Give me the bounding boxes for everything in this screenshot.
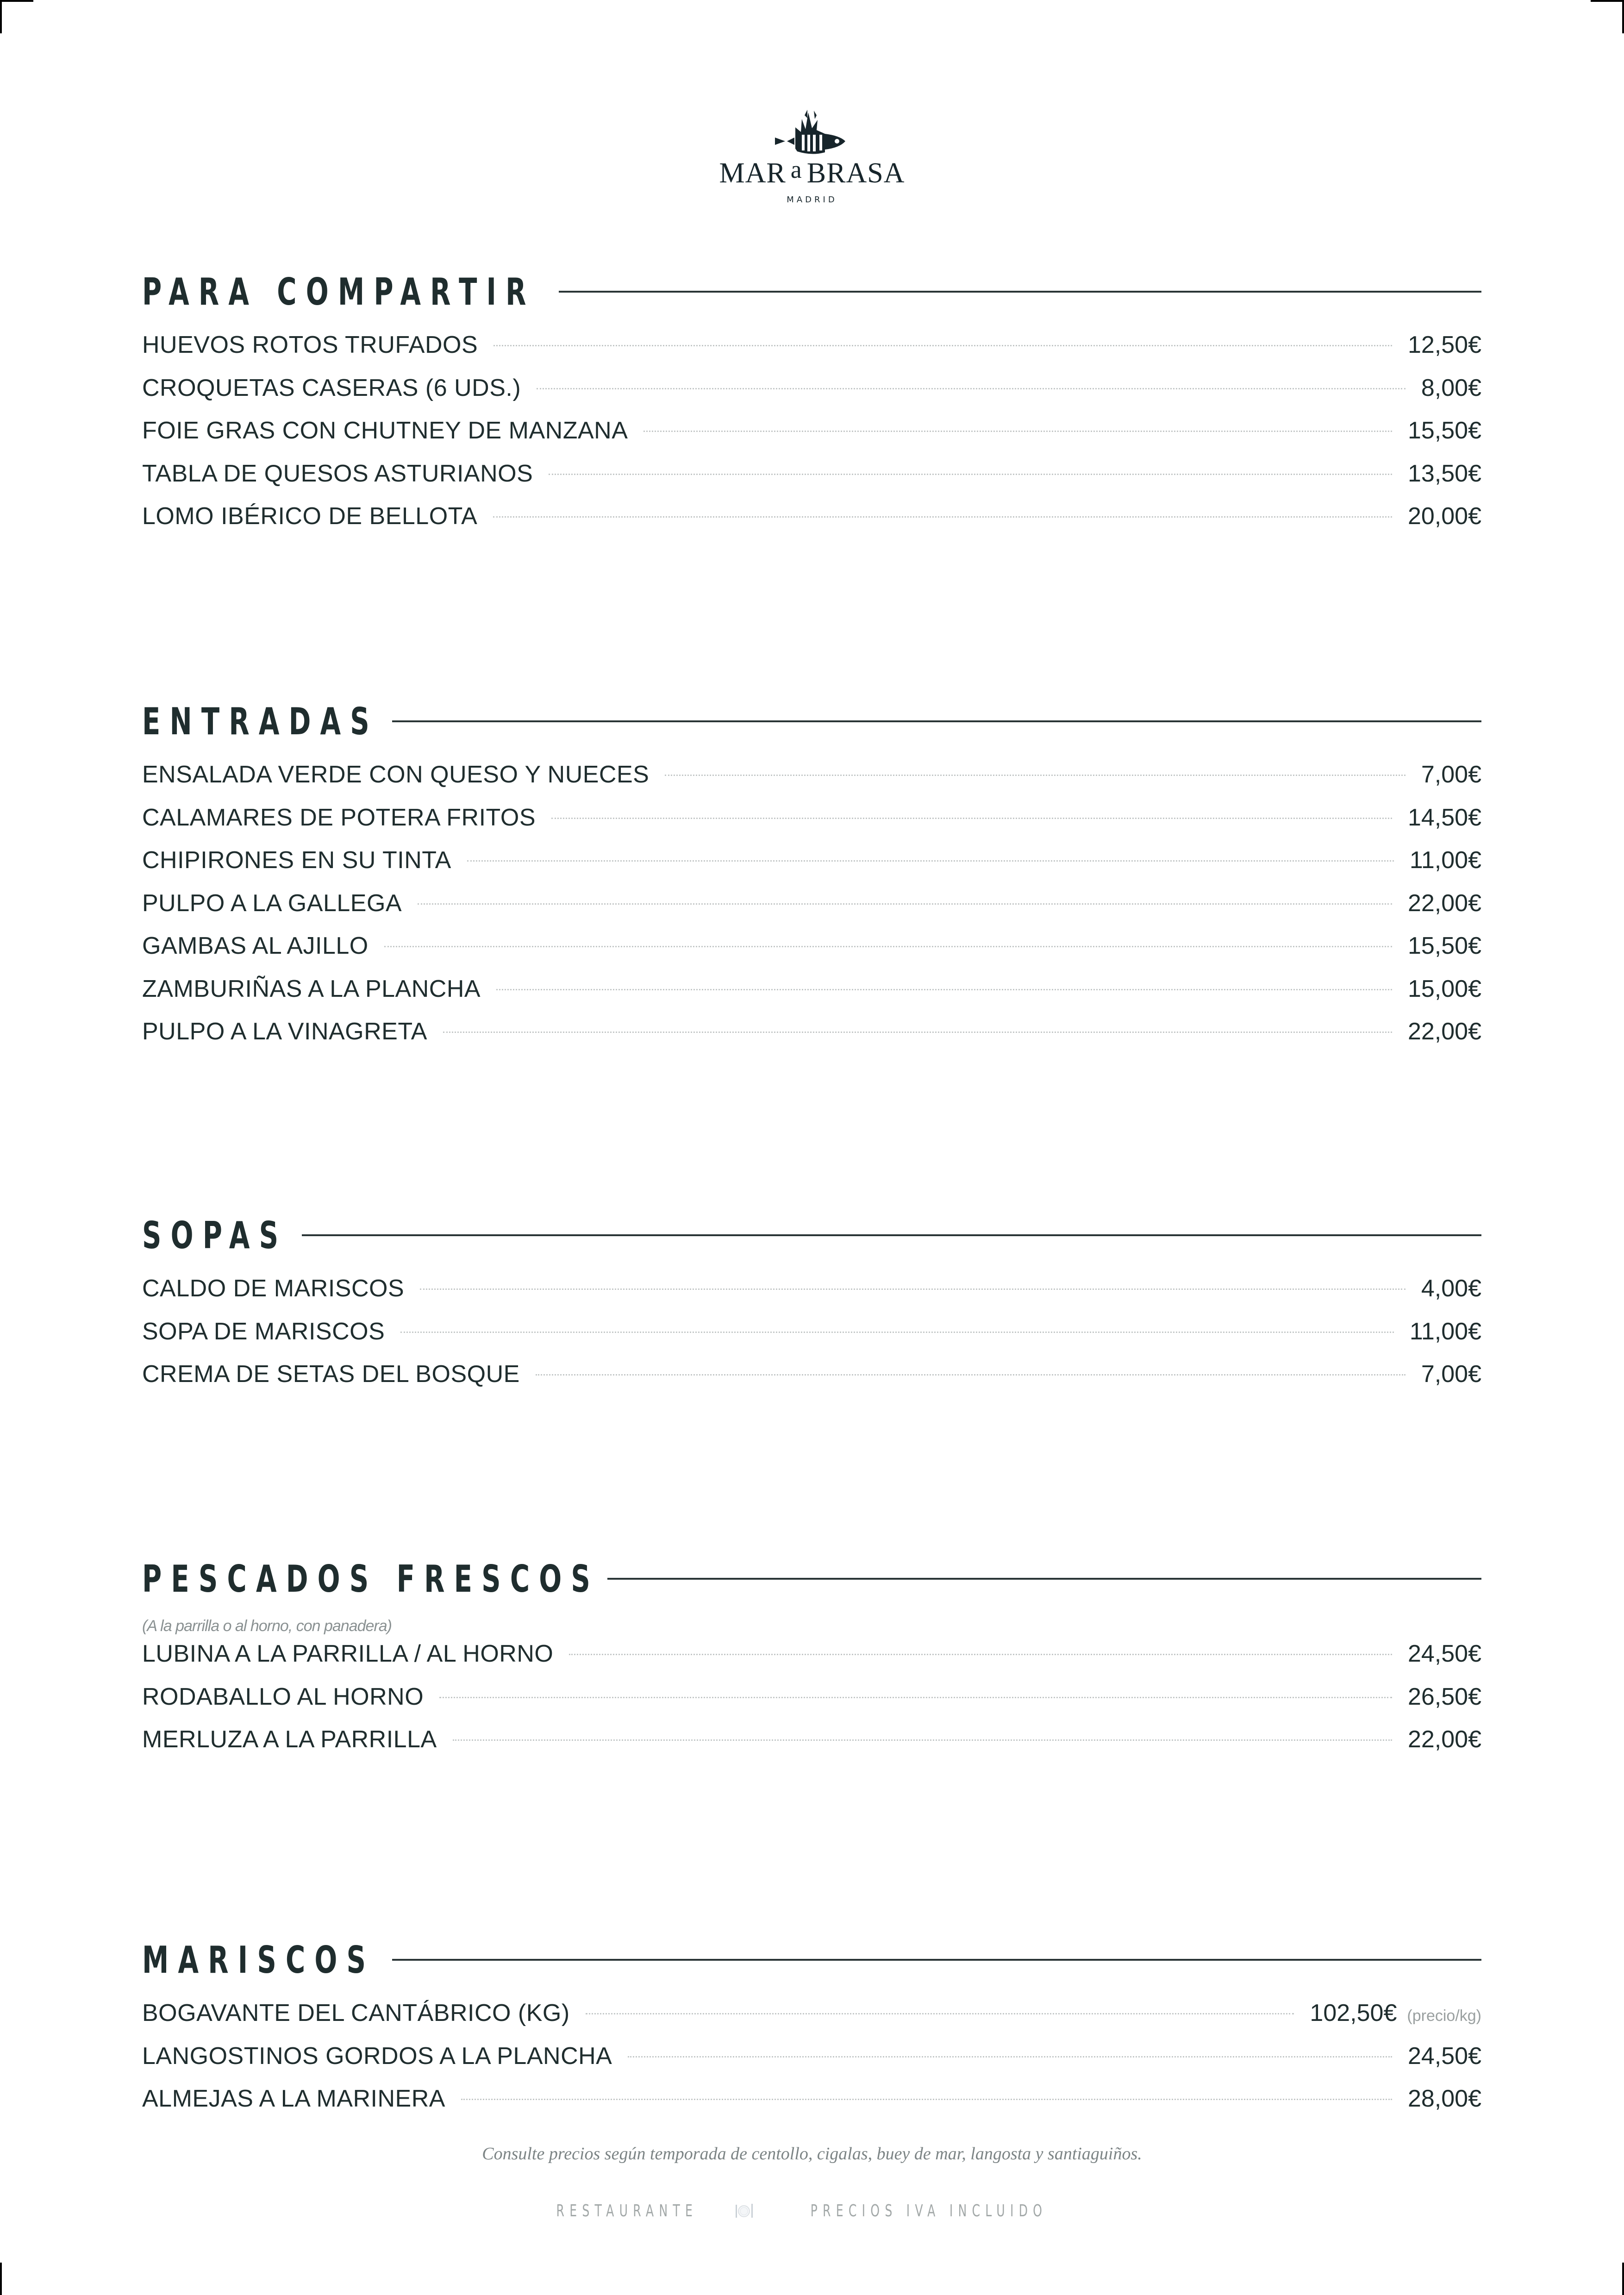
crop-mark-tl-h (0, 0, 33, 2)
menu-item (142, 2085, 1481, 2128)
dot-leader (549, 474, 1392, 475)
item-price: 102,50€ (1310, 2000, 1397, 2026)
item-price: 11,00€ (1409, 1318, 1481, 1345)
seasonal-price-note: Consulte precios según temporada de centollo, cigalas, buey de mar, langosta y santiaguiños. (482, 2144, 1142, 2164)
section-note: (A la parrilla o al horno, con panadera) (142, 1617, 392, 1635)
dot-leader (461, 2099, 1392, 2100)
item-price: 22,00€ (1407, 889, 1481, 917)
section-title: MARISCOS (142, 1938, 375, 1982)
menu-item (142, 502, 1481, 545)
menu-item (142, 1640, 1481, 1683)
item-name: PULPO A LA VINAGRETA (142, 1018, 427, 1045)
menu-item (142, 1018, 1481, 1061)
section-rule (607, 1578, 1481, 1580)
item-name: PULPO A LA GALLEGA (142, 889, 402, 917)
item-name: TABLA DE QUESOS ASTURIANOS (142, 460, 533, 487)
section-entradas (142, 696, 1481, 1061)
menu-item (142, 975, 1481, 1018)
item-name: LUBINA A LA PARRILLA / AL HORNO (142, 1640, 554, 1667)
item-price: 22,00€ (1407, 1726, 1481, 1753)
menu-item (142, 889, 1481, 932)
section-rule (392, 720, 1481, 722)
item-name: LANGOSTINOS GORDOS A LA PLANCHA (142, 2042, 612, 2070)
item-name: HUEVOS ROTOS TRUFADOS (142, 331, 478, 358)
item-name: CROQUETAS CASERAS (6 UDS.) (142, 374, 521, 401)
dot-leader (467, 860, 1394, 862)
menu-item (142, 331, 1481, 374)
item-name: CREMA DE SETAS DEL BOSQUE (142, 1361, 520, 1388)
item-name: ENSALADA VERDE CON QUESO Y NUECES (142, 761, 650, 788)
section-title: PESCADOS FRESCOS (142, 1557, 600, 1601)
menu-item (142, 417, 1481, 460)
item-price: 22,00€ (1407, 1018, 1481, 1045)
dot-leader (628, 2056, 1392, 2057)
brand-name-mid: a (790, 156, 802, 183)
menu-item (142, 932, 1481, 975)
brand-name-right: BRASA (806, 157, 905, 189)
item-name: BOGAVANTE DEL CANTÁBRICO (KG) (142, 2000, 570, 2026)
menu-item (142, 1999, 1481, 2042)
dot-leader (569, 1654, 1392, 1655)
dot-leader (384, 946, 1392, 947)
dot-leader (643, 431, 1392, 432)
crop-mark-tr-v (1622, 0, 1624, 33)
menu-item (142, 1726, 1481, 1769)
section-rule (302, 1234, 1481, 1236)
crop-mark-br-v (1622, 2263, 1624, 2295)
menu-item (142, 804, 1481, 847)
dot-leader (551, 818, 1392, 819)
dot-leader (493, 516, 1392, 518)
item-price: 24,50€ (1407, 1640, 1481, 1667)
item-name: ZAMBURIÑAS A LA PLANCHA (142, 975, 481, 1002)
item-name: ALMEJAS A LA MARINERA (142, 2085, 445, 2112)
dot-leader (420, 1288, 1405, 1290)
section-rule (392, 1959, 1481, 1961)
item-price: 7,00€ (1421, 761, 1481, 788)
menu-item (142, 460, 1481, 503)
fish-flame-logo-icon (775, 109, 849, 155)
item-price: 26,50€ (1407, 1683, 1481, 1710)
item-price: 15,00€ (1407, 975, 1481, 1002)
brand-name (0, 156, 1624, 189)
item-price: 15,50€ (1407, 932, 1481, 959)
dot-leader (496, 989, 1392, 990)
section-para-compartir (142, 266, 1481, 545)
brand-name-left: MAR (719, 157, 786, 189)
item-name: CALAMARES DE POTERA FRITOS (142, 804, 536, 831)
menu-item (142, 1275, 1481, 1318)
plate-cutlery-icon (733, 2203, 755, 2220)
dot-leader (536, 1374, 1405, 1376)
brand-logo (0, 109, 1624, 205)
item-price: 14,50€ (1407, 804, 1481, 831)
crop-mark-tl-v (0, 0, 2, 33)
item-price: 28,00€ (1407, 2085, 1481, 2112)
dot-leader (586, 2013, 1294, 2014)
dot-leader (537, 388, 1405, 389)
menu-item (142, 846, 1481, 889)
item-price: 8,00€ (1421, 374, 1481, 401)
section-rule (559, 291, 1481, 293)
item-price: 13,50€ (1407, 460, 1481, 487)
section-sopas (142, 1210, 1481, 1403)
item-price: 24,50€ (1407, 2042, 1481, 2070)
item-price: 7,00€ (1421, 1361, 1481, 1388)
item-name: CALDO DE MARISCOS (142, 1275, 405, 1302)
item-price: 4,00€ (1421, 1275, 1481, 1302)
dot-leader (400, 1332, 1394, 1333)
section-title: ENTRADAS (142, 700, 379, 743)
section-pescados-frescos (142, 1553, 1481, 1769)
item-price: 12,50€ (1407, 331, 1481, 358)
section-title: PARA COMPARTIR (142, 270, 536, 313)
menu-item (142, 1683, 1481, 1726)
item-name: RODABALLO AL HORNO (142, 1683, 424, 1710)
item-name: MERLUZA A LA PARRILLA (142, 1726, 437, 1753)
item-price: 20,00€ (1407, 503, 1481, 530)
crop-mark-bl-v (0, 2263, 2, 2295)
footer-right-label: PRECIOS IVA INCLUIDO (810, 2201, 1048, 2220)
dot-leader (439, 1697, 1392, 1698)
dot-leader (493, 345, 1392, 346)
item-name: LOMO IBÉRICO DE BELLOTA (142, 503, 478, 530)
item-name: GAMBAS AL AJILLO (142, 932, 369, 959)
menu-item (142, 374, 1481, 417)
section-mariscos (142, 1934, 1481, 2128)
brand-city: MADRID (787, 195, 837, 205)
dot-leader (453, 1739, 1392, 1741)
footer (0, 2201, 1624, 2220)
footer-left-label: RESTAURANTE (556, 2201, 698, 2220)
item-unit: (precio/kg) (1407, 2007, 1481, 2025)
section-title: SOPAS (142, 1213, 288, 1257)
item-price: 15,50€ (1407, 417, 1481, 444)
item-price: 11,00€ (1409, 847, 1481, 874)
dot-leader (665, 775, 1405, 776)
crop-mark-tr-h (1591, 0, 1624, 2)
item-name: FOIE GRAS CON CHUTNEY DE MANZANA (142, 417, 628, 444)
menu-item (142, 1360, 1481, 1403)
dot-leader (443, 1032, 1392, 1033)
item-name: SOPA DE MARISCOS (142, 1318, 385, 1345)
item-name: CHIPIRONES EN SU TINTA (142, 847, 451, 874)
menu-item (142, 761, 1481, 804)
menu-item (142, 1318, 1481, 1361)
dot-leader (418, 903, 1392, 905)
menu-item (142, 2042, 1481, 2085)
